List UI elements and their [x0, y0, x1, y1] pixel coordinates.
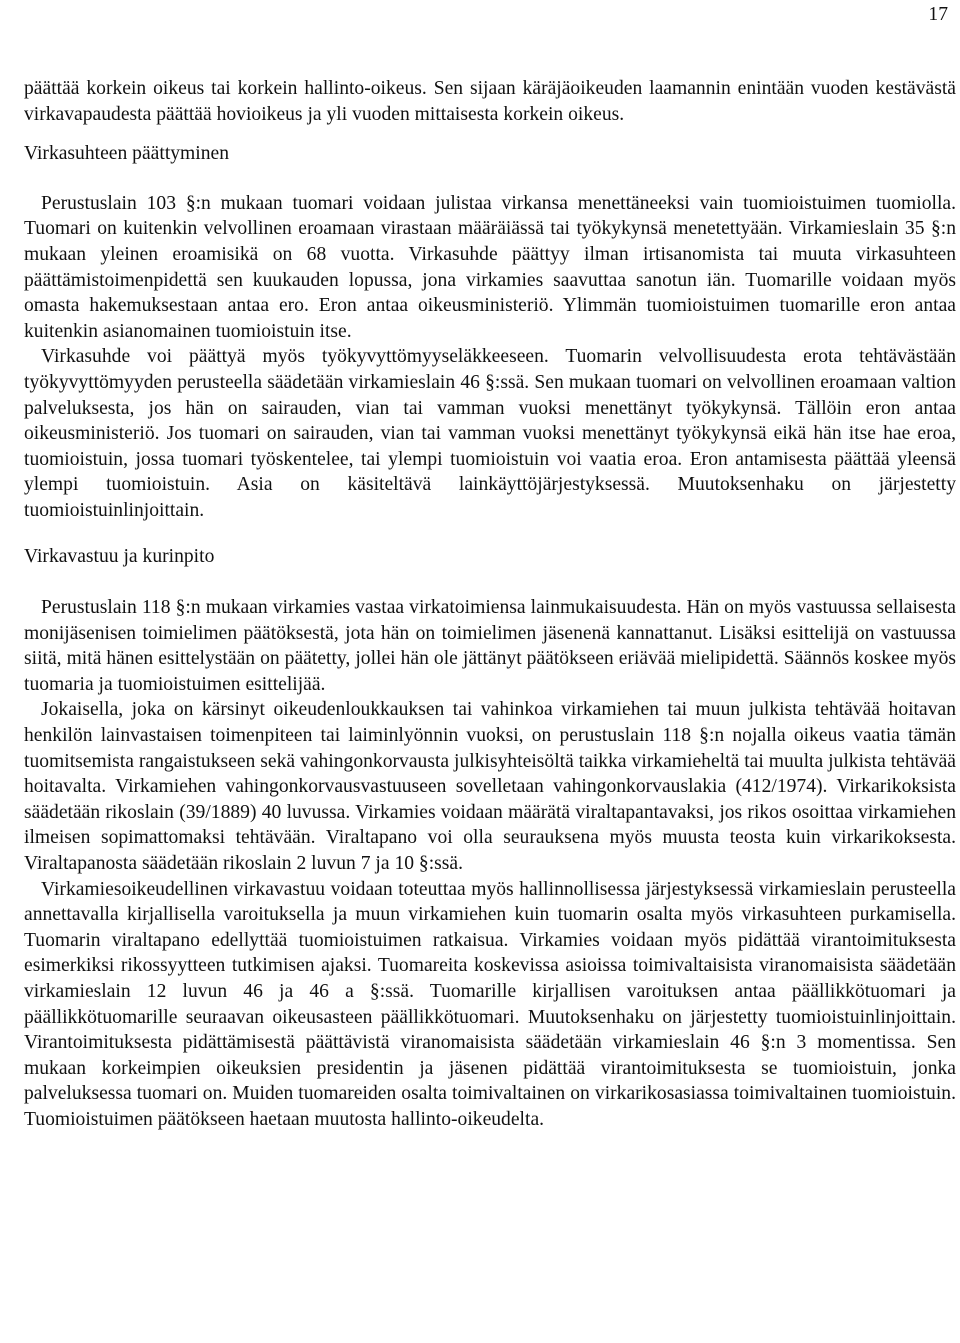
paragraph-intro: päättää korkein oikeus tai korkein hallinto-oikeus. Sen sijaan käräjäoikeuden laamannin enintään vuoden kestävästä virkavapaudesta päättää hovioikeus ja yli vuoden mittaisesta korkein oikeus. [24, 78, 956, 125]
paragraph-hallinnollinen-virkavastuu: Virkamiesoikeudellinen virkavastuu voidaan toteuttaa myös hallinnollisessa järjestyksessä virkamieslain perusteella annettavalla kirjallisella varoituksella ja muun virkamiehen kuin tuomarin osalta myös virkasuhteen purkamisella. Tuomarin viraltapano edellyttää tuomioistuimen ratkaisua. Virkamies voidaan myös pidättää virantoimituksesta esimerkiksi rikossyytteen tutkimisen ajaksi. Tuomareita koskevissa asioissa toimivaltaisista viranomaisista säädetään virkamieslain 12 luvun 46 ja 46 a §:ssä. Tuomarille kirjallisen varoituksen antaa päällikkötuomari ja päällikkötuomarille seuraavan oikeusasteen päällikkötuomari. Muutoksenhaku on järjestetty tuomioistuinlinjoittain. Virantoimituksesta pidättämisestä päättävistä viranomaisista säädetään virkamieslain 46 §:n 3 momentissa. Sen mukaan korkeimpien oikeuksien presidentin ja jäsenen pidättää virantoimituksesta se tuomioistuin, jonka palveluksessa tuomari on. Muiden tuomareiden osalta toimivaltainen on virkarikosasiassa toimivaltainen tuomioistuin. Tuomioistuimen päätökseen haetaan muutosta hallinto-oikeudelta. [24, 878, 956, 1130]
paragraph-perustuslain-118: Perustuslain 118 §:n mukaan virkamies vastaa virkatoimiensa lainmukaisuudesta. Hän on myös vastuussa sellaisesta monijäsenisen toimielimen päätöksestä, jota hän on toimielimen jäsenenä kannattanut. Lisäksi esittelijä on vastuussa siitä, mitä hänen esittelystään on päätetty, jollei hän ole jättänyt päätökseen eriävää mielipidettä. Säännös koskee myös tuomaria ja tuomioistuimen esittelijää. [24, 597, 956, 695]
paragraph-perustuslain-103: Perustuslain 103 §:n mukaan tuomari voidaan julistaa virkansa menettäneeksi vain tuomioistuimen tuomiolla. Tuomari on kuitenkin velvollinen eroamaan virastaan määräiässä tai työkykynsä menetettyään. Virkamieslain 35 §:n mukaan yleinen eroamisikä on 68 vuotta. Virkasuhde päättyy ilman irtisanomista tai muuta virkasuhteen päättämistoimenpidettä sen kuukauden lopussa, jona virkamies saavuttaa sanotun iän. Tuomarille voidaan myös omasta hakemuksestaan antaa ero. Eron antaa oikeusministeriö. Ylimmän tuomioistuimen tuomarille eron antaa kuitenkin asianomainen tuomioistuin itse. [24, 192, 956, 342]
document-body [24, 76, 956, 1133]
page-number: 17 [928, 4, 948, 25]
paragraph-tyokyvyttomyys: Virkasuhde voi päättyä myös työkyvyttömyyseläkkeeseen. Tuomarin velvollisuudesta erota tehtävästään työkyvyttömyyden perusteella säädetään virkamieslain 46 §:ssä. Sen mukaan tuomari on velvollinen eroamaan valtion palveluksesta, jos hän on sairauden, vian tai vamman vuoksi menettänyt työkykynsä. Tällöin eron antaa oikeusministeriö. Jos tuomari on sairauden, vian tai vamman vuoksi menettänyt työkykynsä eikä hän itse hae eroa, tuomioistuin, jossa tuomari työskentelee, tai ylempi tuomioistuin voi vaatia eroa. Eron antamisesta päättää yleensä ylempi tuomioistuin. Asia on käsiteltävä lainkäyttöjärjestyksessä. Muutoksenhaku on järjestetty tuomioistuinlinjoittain. [24, 346, 956, 521]
section-heading-virkavastuu-ja-kurinpito: Virkavastuu ja kurinpito [24, 545, 215, 567]
paragraph-vahingonkorvaus: Jokaisella, joka on kärsinyt oikeudenloukkauksen tai vahinkoa virkamiehen tai muun julkista tehtävää hoitavan henkilön lainvastaisen toimenpiteen tai laiminlyönnin vuoksi, on perustuslain 118 §:n nojalla oikeus vaatia tämän tuomitsemista rangaistukseen sekä vahingonkorvausta julkisyhteisöltä taikka virkamieheltä tai muulta julkista tehtävää hoitavalta. Virkamiehen vahingonkorvausvastuuseen sovelletaan vahingonkorvauslakia (412/1974). Virkarikoksista säädetään rikoslain (39/1889) 40 luvussa. Virkamies voidaan määrätä viraltapantavaksi, jos rikos osoittaa virkamiehen ilmeisen sopimattomaksi tehtävään. Viraltapano voi olla seurauksena myös muusta teosta kuin virkarikoksesta. Viraltapanosta säädetään rikoslain 2 luvun 7 ja 10 §:ssä. [24, 699, 956, 875]
section-heading-virkasuhteen-paattyminen: Virkasuhteen päättyminen [24, 143, 230, 165]
